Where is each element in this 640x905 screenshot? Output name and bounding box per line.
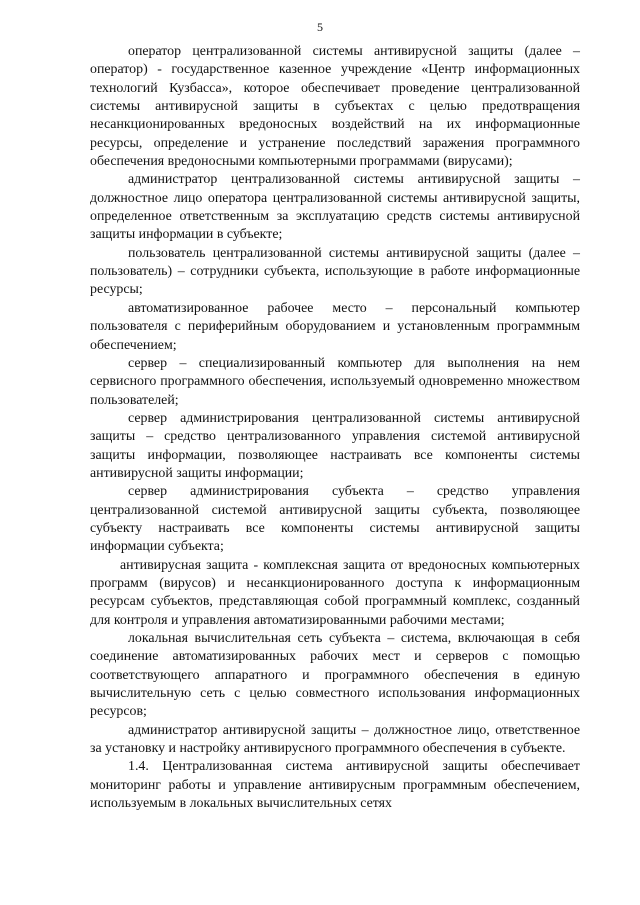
clause-1-4: 1.4. Централизованная система антивирусной защиты обеспечивает мониторинг работы и управление антивирусным программным обеспечением, используемым в локальных вычислительных сетях	[90, 759, 580, 812]
definition-server: сервер – специализированный компьютер для выполнения на нем сервисного программного обеспечения, используемый одновременно множеством пользователей;	[90, 355, 580, 408]
page-number: 5	[317, 20, 323, 34]
definition-central-admin-server: сервер администрирования централизованной системы антивирусной защиты – средство централизованного управления системой антивирусной защиты информации, позволяющее настраивать все компоненты системы антивирусной защиты информации;	[90, 410, 580, 481]
definition-antivirus-administrator: администратор антивирусной защиты – должностное лицо, ответственное за установку и настройку антивирусного программного обеспечения в субъекте.	[90, 722, 580, 757]
definition-antivirus-protection: антивирусная защита - комплексная защита от вредоносных компьютерных программ (вирусов) и несанкционированного доступа к информационным ресурсам субъектов, представляющая собой программный комплекс, созданный для контроля и управления автоматизированными рабочими местами;	[90, 557, 580, 628]
definition-workstation: автоматизированное рабочее место – персональный компьютер пользователя с периферийным оборудованием и установленным программным обеспечением;	[90, 300, 580, 353]
definition-operator: оператор централизованной системы антивирусной защиты (далее – оператор) - государственное казенное учреждение «Центр информационных технологий Кузбасса», которое обеспечивает проведение централизованной системы антивирусной защиты в субъектах с целью предотвращения несанкционированных вредоносных воздействий на их информационные ресурсы, определение и устранение последствий заражения программного обеспечения вредоносными компьютерными программами (вирусами);	[90, 44, 580, 170]
definition-subject-admin-server: сервер администрирования субъекта – средство управления централизованной системой антивирусной защиты субъекта, позволяющее субъекту настраивать все компоненты системы антивирусной защиты информации субъекта;	[90, 484, 580, 555]
document-body	[90, 43, 580, 813]
definition-user: пользователь централизованной системы антивирусной защиты (далее – пользователь) – сотрудники субъекта, использующие в работе информационные ресурсы;	[90, 245, 580, 298]
definition-system-administrator: администратор централизованной системы антивирусной защиты – должностное лицо оператора централизованной системы антивирусной защиты, определенное ответственным за эксплуатацию средств системы антивирусной защиты информации в субъекте;	[90, 172, 580, 243]
definition-local-network: локальная вычислительная сеть субъекта – система, включающая в себя соединение автоматизированных рабочих мест и серверов с помощью соответствующего аппаратного и программного обеспечения в единую вычислительную сеть с целью совместного использования информационных ресурсов;	[90, 631, 580, 720]
